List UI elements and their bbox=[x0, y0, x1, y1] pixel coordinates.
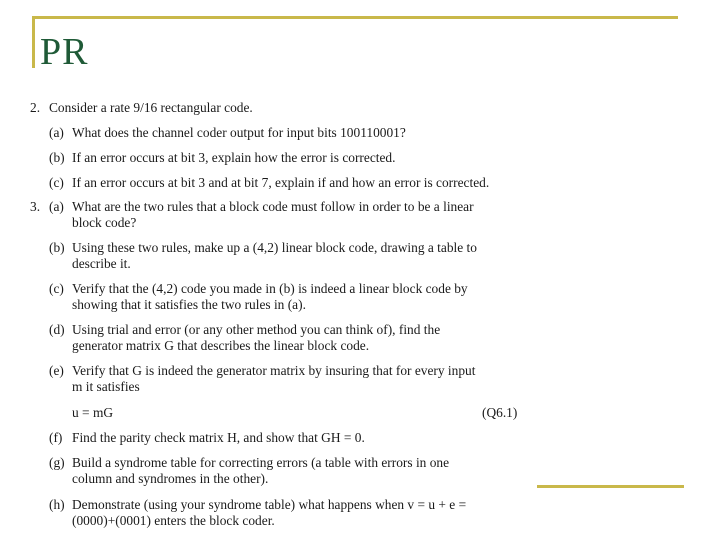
q3-h-text-2: (0000)+(0001) enters the block coder. bbox=[72, 513, 275, 528]
q2-c-text: If an error occurs at bit 3 and at bit 7, explain if and how an error is corrected. bbox=[72, 175, 490, 190]
frame-top-rule bbox=[32, 16, 678, 19]
q3-a-label: (a) bbox=[49, 199, 64, 214]
q3-a-text-2: block code? bbox=[72, 215, 137, 230]
q3-g-text-1: Build a syndrome table for correcting errors (a table with errors in one bbox=[72, 455, 450, 470]
q3-a-text-1: What are the two rules that a block code must follow in order to be a linear bbox=[72, 199, 474, 214]
q2-intro: Consider a rate 9/16 rectangular code. bbox=[49, 100, 253, 115]
q2-b-text: If an error occurs at bit 3, explain how the error is corrected. bbox=[72, 150, 396, 165]
q2-c-label: (c) bbox=[49, 175, 64, 190]
q3-c-label: (c) bbox=[49, 281, 64, 296]
q3-c-text-2: showing that it satisfies the two rules in (a). bbox=[72, 297, 306, 312]
q3-f-text: Find the parity check matrix H, and show that GH = 0. bbox=[72, 430, 365, 445]
q3-b-text-1: Using these two rules, make up a (4,2) linear block code, drawing a table to bbox=[72, 240, 477, 255]
q3-b-text-2: describe it. bbox=[72, 256, 131, 271]
q3-d-text-2: generator matrix G that describes the linear block code. bbox=[72, 338, 370, 353]
q3-g-text-2: column and syndromes in the other). bbox=[72, 471, 269, 486]
q3-g-label: (g) bbox=[49, 455, 65, 470]
q3-number: 3. bbox=[30, 199, 41, 214]
q3-e-text-1: Verify that G is indeed the generator matrix by insuring that for every input bbox=[72, 363, 476, 378]
q2-a-label: (a) bbox=[49, 125, 64, 140]
q3-c-text-1: Verify that the (4,2) code you made in (b) is indeed a linear block code by bbox=[72, 281, 468, 296]
q3-d-label: (d) bbox=[49, 322, 65, 337]
q3-b-label: (b) bbox=[49, 240, 65, 255]
q2-b-label: (b) bbox=[49, 150, 65, 165]
q3-h-text-1: Demonstrate (using your syndrome table) what happens when v = u + e = bbox=[72, 497, 467, 512]
q3-f-label: (f) bbox=[49, 430, 63, 445]
q3-h-label: (h) bbox=[49, 497, 65, 512]
frame-left-rule bbox=[32, 16, 35, 68]
q3-equation-number: (Q6.1) bbox=[482, 405, 518, 420]
slide-title: PR bbox=[40, 31, 89, 73]
q2-number: 2. bbox=[30, 100, 41, 115]
q3-d-text-1: Using trial and error (or any other method you can think of), find the bbox=[72, 322, 441, 337]
q2-a-text: What does the channel coder output for input bits 100110001? bbox=[72, 125, 406, 140]
q3-equation: u = mG bbox=[72, 405, 114, 420]
q3-e-text-2: m it satisfies bbox=[72, 379, 140, 394]
q3-e-label: (e) bbox=[49, 363, 64, 378]
frame-bottom-rule bbox=[537, 485, 684, 488]
